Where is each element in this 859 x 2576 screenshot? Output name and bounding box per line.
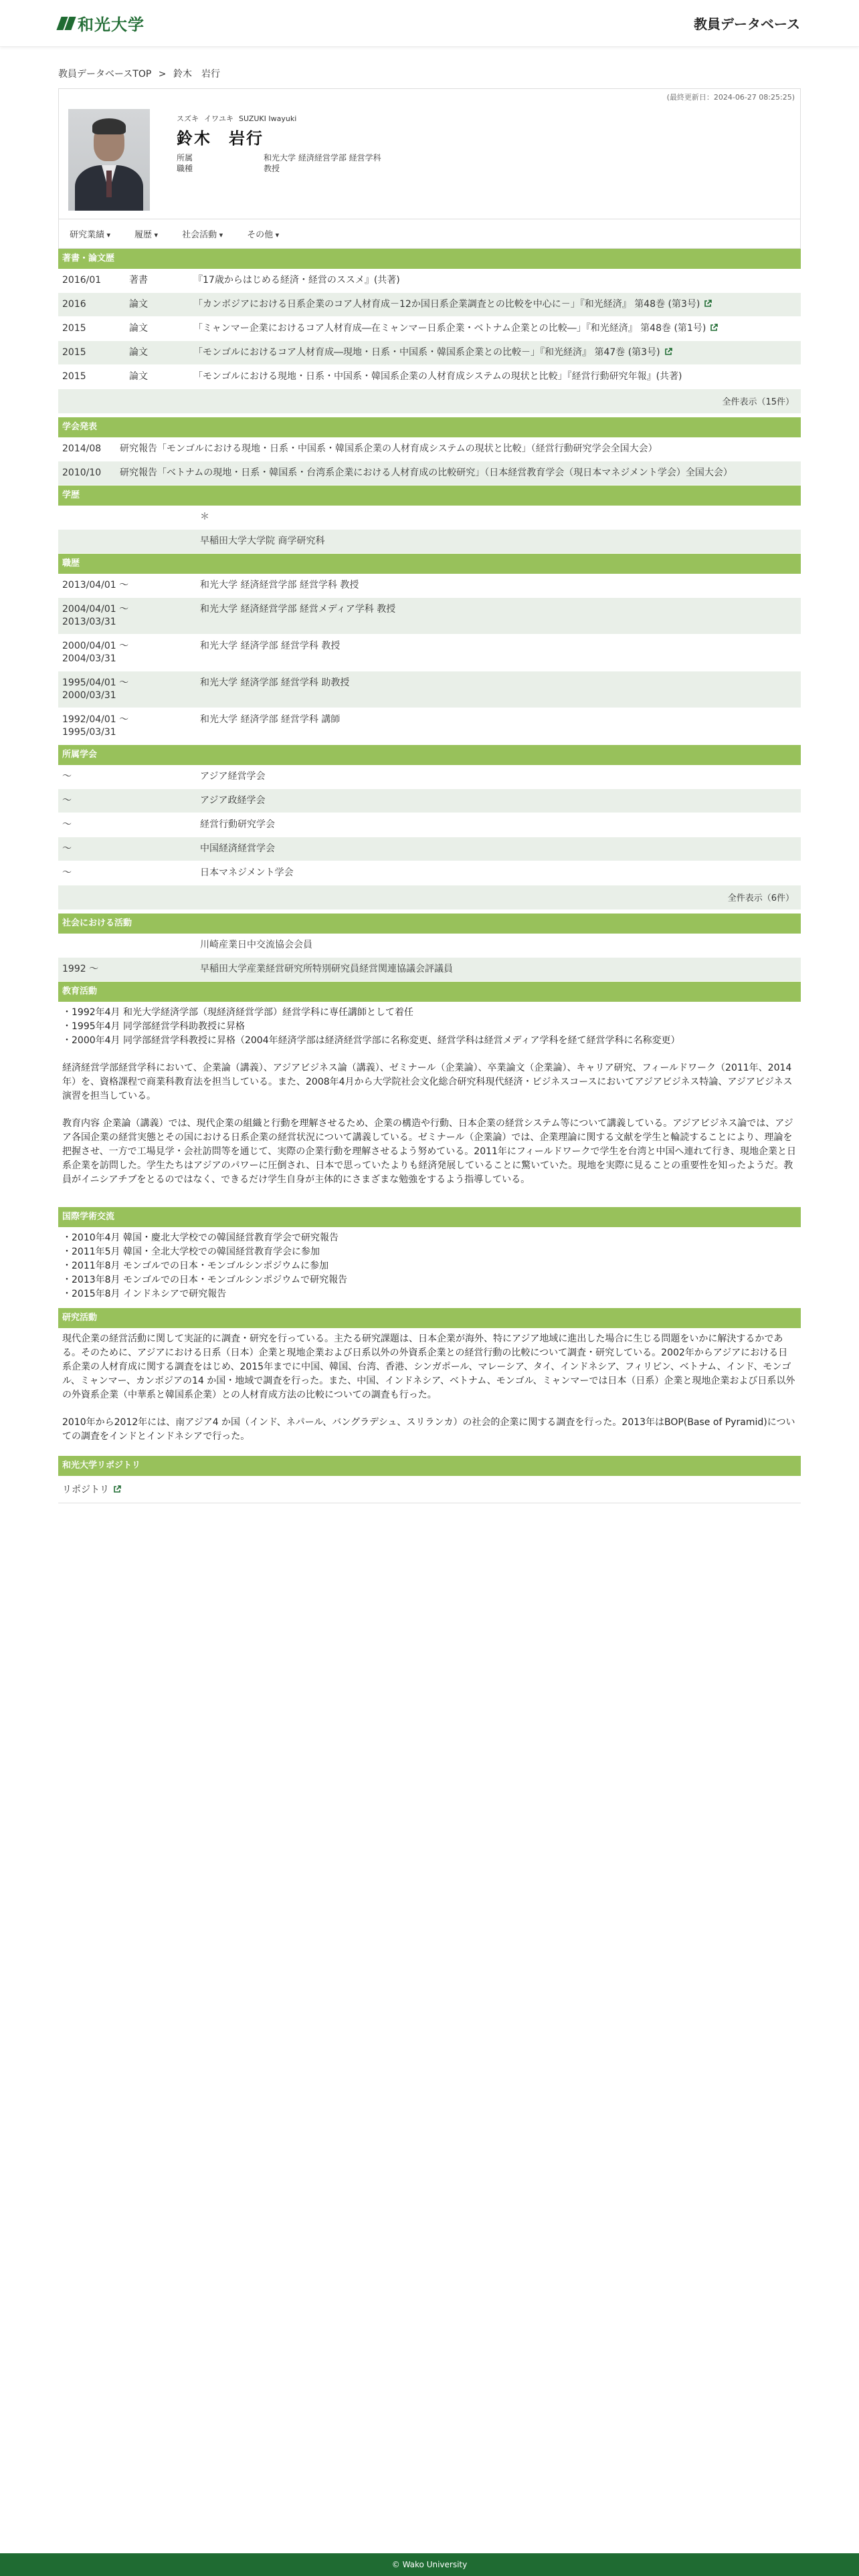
position-value: 教授 <box>264 164 280 173</box>
affiliation-row <box>177 152 381 163</box>
career-section-title: 職歴 <box>58 554 801 574</box>
table-row <box>58 861 801 885</box>
logo-mark-icon <box>59 17 74 30</box>
name-reading <box>177 113 381 124</box>
education-table <box>58 506 801 554</box>
row-type: 論文 <box>125 317 189 341</box>
profile-photo <box>68 109 150 211</box>
conferences-table <box>58 437 801 486</box>
profile-card <box>58 88 801 219</box>
table-row <box>58 365 801 389</box>
international-list <box>62 1231 797 1301</box>
row-date: 2014/08 <box>58 437 116 461</box>
social-section-title: 社会における活動 <box>58 914 801 934</box>
row-text: 中国経済経営学会 <box>196 837 801 861</box>
table-row <box>58 671 801 708</box>
row-date: 2016/01 <box>58 269 125 293</box>
row-date: ～ <box>58 789 196 813</box>
row-text: アジア経営学会 <box>196 765 801 789</box>
breadcrumb <box>58 67 801 80</box>
research-section-title: 研究活動 <box>58 1308 801 1328</box>
breadcrumb-separator: > <box>158 69 167 80</box>
kana-family: スズキ <box>177 114 199 123</box>
row-text: 和光大学 経済経営学部 経営メディア学科 教授 <box>196 598 801 635</box>
row-text: アジア政経学会 <box>196 789 801 813</box>
row-text: 早稲田大学大学院 商学研究科 <box>196 530 801 554</box>
row-date: ～ <box>58 861 196 885</box>
social-table <box>58 934 801 982</box>
list-item: ・2011年8月 モンゴルでの日本・モンゴルシンポジウムに参加 <box>62 1261 329 1271</box>
row-date: ～ <box>58 837 196 861</box>
row-date-end: 2004/03/31 <box>62 653 116 664</box>
external-link-icon[interactable] <box>664 348 672 356</box>
row-date: ～ <box>58 813 196 837</box>
tab-other[interactable]: その他 ▾ <box>247 227 279 240</box>
row-date-end: 2000/03/31 <box>62 690 116 701</box>
table-row <box>58 293 801 317</box>
row-text: 和光大学 経済学部 経営学科 教授 <box>196 635 801 671</box>
kana-given: イワユキ <box>204 114 233 123</box>
research-paragraph: 2010年から2012年には、南アジア4 か国（インド、ネパール、バングラデシュ、スリランカ）の社会的企業に関する調査を行った。2013年はBOP(Base of Pyramid)についての調査をインドとインドネシアで行った。 <box>62 1417 795 1442</box>
row-date <box>58 934 196 958</box>
career-table <box>58 574 801 745</box>
international-section-title: 国際学術交流 <box>58 1207 801 1227</box>
table-row <box>58 635 801 671</box>
row-type: 論文 <box>125 365 189 389</box>
row-type: 論文 <box>125 293 189 317</box>
site-header <box>0 0 859 47</box>
logo-text: 和光大学 <box>78 15 145 34</box>
section-tabs <box>58 219 801 249</box>
repository-row <box>58 1476 801 1503</box>
list-item: ・1992年4月 和光大学経済学部（現経済経営学部）経営学科に専任講師として着任 <box>62 1007 413 1018</box>
table-row <box>58 958 801 982</box>
affiliation-value: 和光大学 経済経営学部 経営学科 <box>264 153 381 163</box>
affiliation-label: 所属 <box>177 153 193 163</box>
table-row <box>58 934 801 958</box>
teaching-paragraph: 経済経営学部経営学科において、企業論（講義）、アジアビジネス論（講義）、ゼミナール（企業論）、卒業論文（企業論）、キャリア研究、フィールドワーク（2011年、2014年）を、資格課程で商業科教育法を担当している。また、2008年4月から大学院社会文化総合研究科現代経済・ビジネスコースにおいてアジアビジネス特論、アジアビジネス演習を担当している。 <box>62 1063 793 1101</box>
teaching-history-list <box>62 1006 797 1048</box>
row-text: 早稲田大学産業経営研究所特別研究員経営関連協議会評議員 <box>196 958 801 982</box>
teaching-paragraph: 教育内容 企業論（講義）では、現代企業の組織と行動を理解させるため、企業の構造や行動、日本企業の経営システム等について講義している。アジアビジネス論では、アジア各国企業の経営実態とその国における日系企業の経営状況について講義している。ゼミナール（企業論）では、企業理論に関する文献を学生と輪読することにより、理論を把握させ、一方で工場見学・会社訪問等を通じて、実際の企業行動を理解させるよう努めている。2011年にフィールドワークで学生を台湾と中国へ連れて行き、現地企業と日系企業を訪問した。学生たちはアジアのパワーに圧倒され、日本で思っていたよりも経済発展していることに驚いていた。現地を実際に見ることの重要性を知ったようだ。教員がイニシアチブをとるのではなく、できるだけ学生自身が主体的にさまざまな勉強をするよう指導している。 <box>62 1118 796 1185</box>
table-row <box>58 813 801 837</box>
external-link-icon[interactable] <box>710 324 718 332</box>
row-date: 2016 <box>58 293 125 317</box>
row-text: 和光大学 経済経営学部 経営学科 教授 <box>196 574 801 598</box>
position-row <box>177 163 381 174</box>
list-item: ・1995年4月 同学部経営学科助教授に昇格 <box>62 1021 245 1032</box>
show-all-link[interactable]: 全件表示（15件） <box>722 397 794 407</box>
position-label: 職種 <box>177 164 193 173</box>
table-row <box>58 837 801 861</box>
row-title: 『17歳からはじめる経済・経営のススメ』(共著) <box>193 275 400 286</box>
row-date-end: 2013/03/31 <box>62 617 116 627</box>
list-item: ・2013年8月 モンゴルでの日本・モンゴルシンポジウムで研究報告 <box>62 1275 348 1285</box>
table-row <box>58 437 801 461</box>
last-updated: (最終更新日：2024-06-27 08:25:25) <box>666 93 795 102</box>
table-row <box>58 461 801 486</box>
table-row <box>58 598 801 635</box>
teaching-content <box>58 1002 801 1207</box>
societies-show-all <box>58 885 801 909</box>
repository-link[interactable]: リポジトリ <box>62 1485 109 1495</box>
row-title: 「ミャンマー企業におけるコア人材育成―在ミャンマー日系企業・ベトナム企業との比較―」『和光経済』 第48巻 (第1号) <box>193 323 706 334</box>
list-item: ・2010年4月 韓国・慶北大学校での韓国経営教育学会で研究報告 <box>62 1232 339 1243</box>
list-item: ・2000年4月 同学部経営学科教授に昇格（2004年経済学部は経済経営学部に名称変更、経営学科は経営メディア学科を経て経営学科に名称変更） <box>62 1035 680 1046</box>
row-type: 論文 <box>125 341 189 365</box>
faculty-name: 鈴木 岩行 <box>177 129 264 148</box>
conferences-section-title: 学会発表 <box>58 417 801 437</box>
books-section-title: 著書・論文歴 <box>58 249 801 269</box>
table-row <box>58 317 801 341</box>
breadcrumb-top-link[interactable]: 教員データベースTOP <box>58 69 152 80</box>
row-date-start: 1992/04/01 ～ <box>62 714 129 725</box>
row-date-start: 1995/04/01 ～ <box>62 677 129 688</box>
row-text: 経営行動研究学会 <box>196 813 801 837</box>
societies-section-title: 所属学会 <box>58 745 801 765</box>
books-show-all <box>58 389 801 413</box>
row-text: ＊ <box>196 506 801 530</box>
table-row <box>58 574 801 598</box>
table-row <box>58 765 801 789</box>
research-content <box>58 1328 801 1456</box>
row-text: 日本マネジメント学会 <box>196 861 801 885</box>
row-date-end: 1995/03/31 <box>62 727 116 738</box>
education-section-title: 学歴 <box>58 486 801 506</box>
row-date: 2010/10 <box>58 461 116 486</box>
show-all-link[interactable]: 全件表示（6件） <box>727 893 794 903</box>
site-footer <box>0 2553 859 2576</box>
row-type: 著書 <box>125 269 189 293</box>
tab-research[interactable]: 研究業績 ▾ <box>70 227 110 240</box>
row-date-start: 2004/04/01 ～ <box>62 604 129 615</box>
table-row <box>58 269 801 293</box>
table-row <box>58 530 801 554</box>
row-date: 1992 ～ <box>58 958 196 982</box>
row-date <box>58 506 196 530</box>
table-row <box>58 506 801 530</box>
external-link-icon[interactable] <box>704 300 712 308</box>
teaching-section-title: 教育活動 <box>58 982 801 1002</box>
table-row <box>58 341 801 365</box>
external-link-icon[interactable] <box>113 1485 121 1493</box>
row-title: 「モンゴルにおける現地・日系・中国系・韓国系企業の人材育成システムの現状と比較」『経営行動研究年報』(共著) <box>193 371 682 382</box>
societies-table <box>58 765 801 885</box>
row-text: 研究報告「ベトナムの現地・日系・韓国系・台湾系企業における人材育成の比較研究」（日本経営教育学会（現日本マネジメント学会）全国大会） <box>116 461 801 486</box>
tab-history[interactable]: 履歴 ▾ <box>134 227 158 240</box>
copyright: © Wako University <box>391 2560 468 2569</box>
research-paragraph: 現代企業の経営活動に関して実証的に調査・研究を行っている。主たる研究課題は、日本企業が海外、特にアジア地域に進出した場合に生じる問題をいかに解決するかである。そのために、アジアにおける日系（日本）企業と現地企業および日系以外の外資系企業との経営行動の比較について調査・研究している。2002年からアジアにおける日系企業の人材育成に関する調査をはじめ、2015年までに中国、韓国、台湾、香港、シンガポール、マレーシア、タイ、インドネシア、フィリピン、ベトナム、インド、モンゴル、ミャンマー、カンボジアの14 か国・地域で調査を行った。また、中国、インドネシア、ベトナム、モンゴル、ミャンマーでは日本（日系）企業と現地企業および日系以外の外資系企業（中華系と韓国系企業）との人材育成方法の比較についての調査も行った。 <box>62 1333 795 1400</box>
row-date: ～ <box>58 765 196 789</box>
table-row <box>58 708 801 745</box>
row-date-start: 2000/04/01 ～ <box>62 641 129 651</box>
row-date: 2015 <box>58 365 125 389</box>
site-title[interactable]: 教員データベース <box>694 16 800 32</box>
row-text: 研究報告「モンゴルにおける現地・日系・中国系・韓国系企業の人材育成システムの現状と比較」（経営行動研究学会全国大会） <box>116 437 801 461</box>
row-text: 和光大学 経済学部 経営学科 助教授 <box>196 671 801 708</box>
row-title: 「カンボジアにおける日系企業のコア人材育成－12か国日系企業調査との比較を中心に－」『和光経済』 第48巻 (第3号) <box>193 299 700 310</box>
books-table <box>58 269 801 389</box>
university-logo[interactable] <box>59 11 145 35</box>
list-item: ・2011年5月 韓国・全北大学校での韓国経営教育学会に参加 <box>62 1247 320 1257</box>
roman-name: SUZUKI Iwayuki <box>239 114 297 123</box>
list-item: ・2015年8月 インドネシアで研究報告 <box>62 1289 227 1299</box>
row-title: 「モンゴルにおけるコア人材育成―現地・日系・中国系・韓国系企業との比較－」『和光経済』 第47巻 (第3号) <box>193 347 660 358</box>
tab-social[interactable]: 社会活動 ▾ <box>182 227 223 240</box>
row-text: 和光大学 経済学部 経営学科 講師 <box>196 708 801 745</box>
breadcrumb-current: 鈴木 岩行 <box>173 69 220 80</box>
row-date <box>58 530 196 554</box>
row-date: 2015 <box>58 317 125 341</box>
row-text: 川崎産業日中交流協会会員 <box>196 934 801 958</box>
repository-section-title: 和光大学リポジトリ <box>58 1456 801 1476</box>
table-row <box>58 789 801 813</box>
row-date: 2015 <box>58 341 125 365</box>
row-date-start: 2013/04/01 ～ <box>62 580 129 591</box>
international-content <box>58 1227 801 1308</box>
